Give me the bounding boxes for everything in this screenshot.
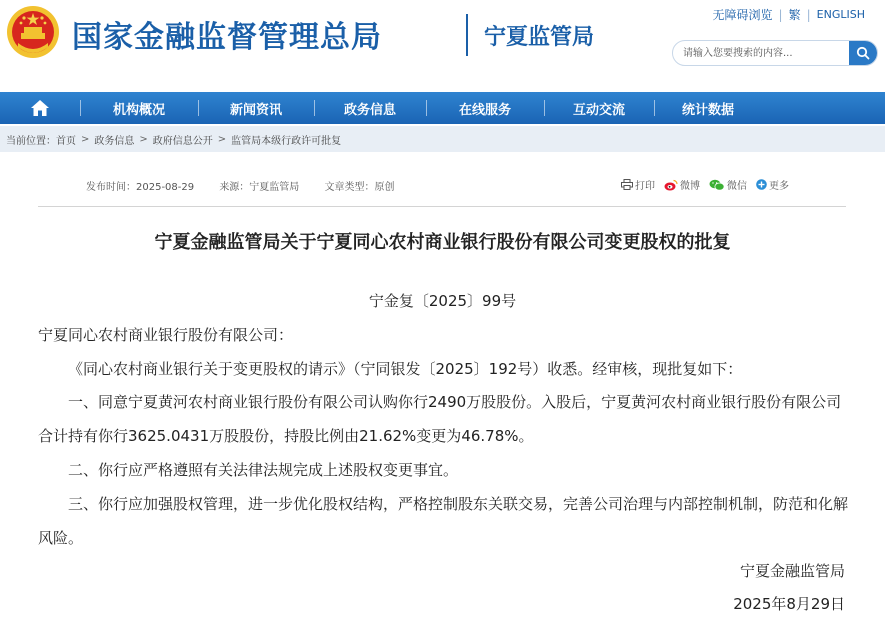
print-button[interactable] bbox=[621, 177, 655, 192]
breadcrumb-separator: > bbox=[81, 133, 90, 145]
paragraph-item-1: 一、同意宁夏黄河农村商业银行股份有限公司认购你行2490万股股份。入股后，宁夏黄河农村商业银行股份有限公司合计持有你行3625.0431万股股份，持股比例由21.62%变更为46.78%。 bbox=[38, 393, 842, 445]
nav-item-interaction[interactable]: 互动交流 bbox=[544, 92, 654, 124]
top-link-separator: | bbox=[806, 7, 811, 22]
national-emblem-icon bbox=[6, 5, 60, 61]
accessibility-link[interactable]: 无障碍浏览 bbox=[712, 8, 773, 22]
breadcrumb-government-info[interactable]: 政务信息 bbox=[94, 135, 135, 147]
signature-date: 2025年8月29日 bbox=[733, 595, 845, 613]
top-link-separator: | bbox=[778, 7, 783, 22]
breadcrumb-separator: > bbox=[139, 133, 148, 145]
traditional-chinese-link[interactable]: 繁 bbox=[788, 8, 801, 22]
more-label: 更多 bbox=[769, 181, 789, 192]
site-subtitle[interactable]: 宁夏监管局 bbox=[484, 25, 595, 50]
meta-divider bbox=[38, 206, 846, 207]
intro-paragraph: 《同心农村商业银行关于变更股权的请示》（宁同银发〔2025〕192号）收悉。经审核，现批复如下： bbox=[68, 360, 743, 378]
article-source: 来源：宁夏监管局 bbox=[219, 182, 300, 193]
search-icon bbox=[856, 46, 870, 60]
home-icon bbox=[30, 99, 50, 117]
signature-organization: 宁夏金融监管局 bbox=[739, 562, 845, 580]
weibo-icon bbox=[664, 179, 678, 191]
article-title: 宁夏金融监管局关于宁夏同心农村商业银行股份有限公司变更股权的批复 bbox=[154, 232, 731, 253]
addressee: 宁夏同心农村商业银行股份有限公司： bbox=[38, 326, 294, 344]
wechat-share-button[interactable] bbox=[709, 177, 747, 192]
breadcrumb-disclosure[interactable]: 政府信息公开 bbox=[152, 135, 213, 147]
nav-home-button[interactable] bbox=[0, 92, 80, 124]
document-number: 宁金复〔2025〕99号 bbox=[368, 292, 517, 310]
title-divider bbox=[466, 14, 468, 56]
search-box bbox=[672, 40, 878, 66]
site-header bbox=[0, 0, 885, 92]
main-nav bbox=[0, 92, 885, 124]
breadcrumb-label: 当前位置： bbox=[6, 135, 56, 147]
site-title[interactable]: 国家金融监督管理总局 bbox=[72, 20, 382, 55]
wechat-icon bbox=[709, 179, 725, 191]
breadcrumb-separator: > bbox=[217, 133, 227, 145]
print-label: 打印 bbox=[635, 181, 655, 192]
wechat-label: 微信 bbox=[727, 181, 747, 192]
more-share-button[interactable] bbox=[756, 177, 789, 192]
breadcrumb-approvals[interactable]: 监管局本级行政许可批复 bbox=[231, 135, 342, 147]
breadcrumb bbox=[0, 126, 885, 152]
article-type: 文章类型：原创 bbox=[324, 182, 395, 193]
english-link[interactable]: ENGLISH bbox=[816, 8, 865, 21]
publish-time: 发布时间：2025-08-29 bbox=[86, 182, 195, 193]
search-input[interactable] bbox=[683, 45, 843, 61]
breadcrumb-home[interactable]: 首页 bbox=[56, 135, 76, 147]
top-links bbox=[713, 6, 865, 23]
search-button[interactable] bbox=[849, 41, 877, 65]
printer-icon bbox=[621, 179, 633, 190]
paragraph-item-3: 三、你行应加强股权管理，进一步优化股权结构，严格控制股东关联交易，完善公司治理与内部控制机制，防范和化解风险。 bbox=[38, 495, 849, 547]
nav-item-about[interactable]: 机构概况 bbox=[80, 92, 198, 124]
nav-item-online-service[interactable]: 在线服务 bbox=[426, 92, 544, 124]
nav-item-news[interactable]: 新闻资讯 bbox=[198, 92, 314, 124]
nav-item-statistics[interactable]: 统计数据 bbox=[654, 92, 762, 124]
weibo-share-button[interactable] bbox=[664, 177, 700, 192]
more-plus-icon bbox=[756, 179, 767, 190]
paragraph-item-2: 二、你行应严格遵照有关法律法规完成上述股权变更事宜。 bbox=[68, 461, 459, 479]
share-toolbar bbox=[621, 177, 798, 192]
weibo-label: 微博 bbox=[680, 181, 700, 192]
article-meta bbox=[86, 178, 417, 193]
nav-item-government-info[interactable]: 政务信息 bbox=[314, 92, 426, 124]
